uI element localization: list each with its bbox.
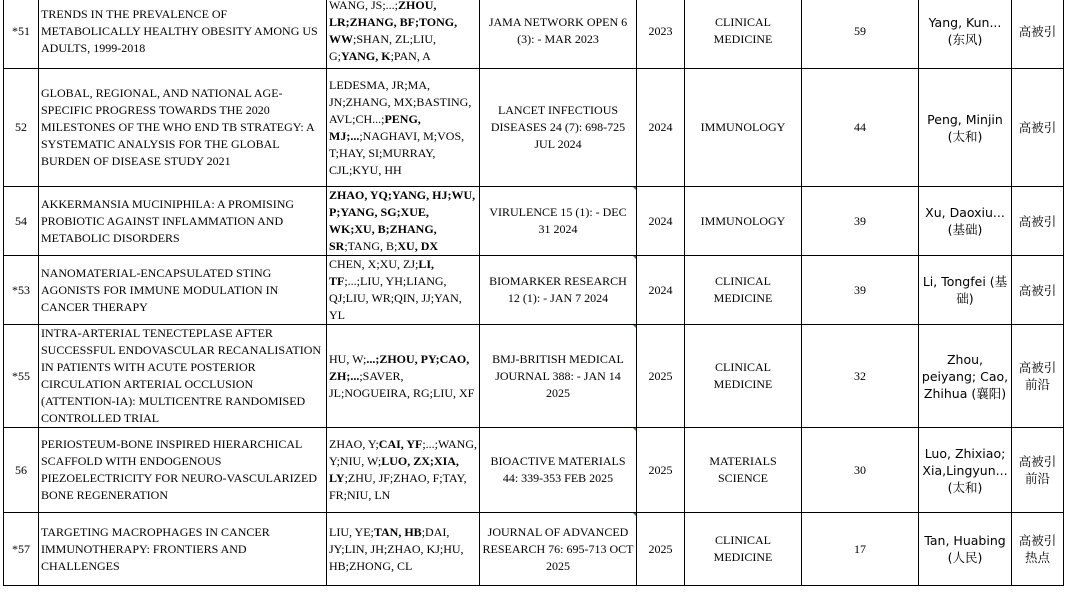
author-text: CHEN, X;XU, ZJ; xyxy=(329,257,419,271)
citation-count: 44 xyxy=(854,120,866,134)
citations-cell[interactable] xyxy=(802,428,919,513)
author-highlighted: LUO, ZX;XIA, LY xyxy=(329,454,459,485)
tag-cell[interactable] xyxy=(1012,187,1064,256)
row-number[interactable] xyxy=(4,69,39,187)
research-category: CLINICAL MEDICINE xyxy=(713,533,773,564)
tag-cell[interactable] xyxy=(1012,325,1064,428)
citations-cell[interactable] xyxy=(802,513,919,586)
journal-source: JOURNAL OF ADVANCED RESEARCH 76: 695-713 OCT 2025 xyxy=(482,524,634,573)
citations-cell[interactable] xyxy=(802,69,919,187)
journal-source: BMJ-BRITISH MEDICAL JOURNAL 388: - JAN 14 2025 xyxy=(492,351,624,400)
publication-year: 2025 xyxy=(648,368,673,383)
research-category: IMMUNOLOGY xyxy=(700,120,786,134)
article-title: PERIOSTEUM-BONE INSPIRED HIERARCHICAL SCAFFOLD WITH ENDOGENOUS PIEZOELECTRICITY FOR NEURO-VASCULARIZED BONE REGENERATION xyxy=(41,437,317,502)
author-highlighted: ZHOU, LR;ZHANG, BF;TONG, WW xyxy=(329,0,458,46)
status-badge: 高被引 xyxy=(1018,23,1057,39)
year-cell[interactable] xyxy=(637,513,685,586)
article-title-cell[interactable] xyxy=(39,256,327,325)
corresponding-author-cell[interactable] xyxy=(919,187,1012,256)
publication-year: 2025 xyxy=(648,541,673,556)
year-cell[interactable] xyxy=(637,428,685,513)
research-category: IMMUNOLOGY xyxy=(700,213,786,228)
corresponding-author-cell[interactable] xyxy=(919,513,1012,586)
corresponding-author: Luo, Zhixiao; Xia,Lingyun... (太和) xyxy=(922,445,1008,495)
citation-count: 17 xyxy=(854,541,866,556)
row-number[interactable] xyxy=(4,325,39,428)
corresponding-author-cell[interactable] xyxy=(919,256,1012,325)
journal-source: BIOMARKER RESEARCH 12 (1): - JAN 7 2024 xyxy=(489,274,627,305)
authors-cell[interactable] xyxy=(327,0,480,69)
publication-year: 2023 xyxy=(648,23,673,38)
citation-count: 39 xyxy=(854,213,866,228)
journal-cell[interactable] xyxy=(480,0,637,69)
row-number[interactable] xyxy=(4,0,39,69)
journal-cell[interactable] xyxy=(480,256,637,325)
corresponding-author: Li, Tongfei (基础) xyxy=(922,274,1008,306)
year-cell[interactable] xyxy=(637,325,685,428)
category-cell[interactable] xyxy=(685,69,802,187)
status-badge: 高被引 热点 xyxy=(1018,533,1057,565)
category-cell[interactable] xyxy=(685,256,802,325)
table-row xyxy=(4,428,1064,513)
year-cell[interactable] xyxy=(637,0,685,69)
corresponding-author-cell[interactable] xyxy=(919,428,1012,513)
article-title-cell[interactable] xyxy=(39,69,327,187)
row-number-text: *51 xyxy=(12,23,30,38)
authors-cell[interactable] xyxy=(327,325,480,428)
article-title: NANOMATERIAL-ENCAPSULATED STING AGONISTS FOR IMMUNE MODULATION IN CANCER THERAPY xyxy=(41,265,279,314)
citations-cell[interactable] xyxy=(802,325,919,428)
author-text: WANG, JS;...; xyxy=(329,0,399,12)
tag-cell[interactable] xyxy=(1012,256,1064,325)
table-row xyxy=(4,325,1064,428)
status-badge: 高被引 xyxy=(1018,282,1057,298)
author-highlighted: XU, DX xyxy=(397,239,439,253)
corresponding-author-cell[interactable] xyxy=(919,325,1012,428)
journal-cell[interactable] xyxy=(480,69,637,187)
research-category: CLINICAL MEDICINE xyxy=(713,274,773,305)
table-row xyxy=(4,69,1064,187)
year-cell[interactable] xyxy=(637,69,685,187)
tag-cell[interactable] xyxy=(1012,513,1064,586)
category-cell[interactable] xyxy=(685,428,802,513)
authors-cell[interactable] xyxy=(327,513,480,586)
journal-source: JAMA NETWORK OPEN 6 (3): - MAR 2023 xyxy=(488,15,628,46)
author-highlighted: ZHAO, YQ;YANG, HJ;WU, P;YANG, SG;XUE, WK;XU, B;ZHANG, SR xyxy=(329,188,476,253)
tag-cell[interactable] xyxy=(1012,69,1064,187)
year-cell[interactable] xyxy=(637,187,685,256)
citations-cell[interactable] xyxy=(802,187,919,256)
journal-source: LANCET INFECTIOUS DISEASES 24 (7): 698-725 JUL 2024 xyxy=(490,103,626,151)
article-title-cell[interactable] xyxy=(39,428,327,513)
status-badge: 高被引 xyxy=(1018,120,1057,135)
corresponding-author: Tan, Huabing (人民) xyxy=(924,533,1006,565)
citation-count: 59 xyxy=(854,23,866,38)
article-title-cell[interactable] xyxy=(39,0,327,69)
row-number-text: *55 xyxy=(12,368,30,383)
table-row xyxy=(4,187,1064,256)
corresponding-author-cell[interactable] xyxy=(919,0,1012,69)
row-number-text: 52 xyxy=(15,120,27,134)
corresponding-author: Yang, Kun... (东风) xyxy=(928,15,1002,47)
citations-cell[interactable] xyxy=(802,256,919,325)
article-title-cell[interactable] xyxy=(39,513,327,586)
status-badge: 高被引 xyxy=(1018,213,1057,229)
authors-cell[interactable] xyxy=(327,187,480,256)
authors-cell[interactable] xyxy=(327,69,480,187)
author-text: ;...;WANG, Y;NIU, W; xyxy=(329,437,478,468)
author-text: LEDESMA, JR;MA, JN;ZHANG, MX;BASTING, AVL;CH...; xyxy=(329,77,472,126)
author-highlighted: ...;ZHOU, PY;CAO, ZH;... xyxy=(329,351,470,383)
author-text: ;NAGHAVI, M;VOS, T;HAY, SI;MURRAY, CJL;KYU, HH xyxy=(329,128,465,177)
author-text: ;TANG, B; xyxy=(344,239,398,253)
journal-cell[interactable] xyxy=(480,513,637,586)
author-text: ;SAVER, JL;NOGUEIRA, RG;LIU, XF xyxy=(329,368,475,400)
table-row xyxy=(4,513,1064,586)
status-badge: 高被引 前沿 xyxy=(1018,360,1057,392)
citation-count: 30 xyxy=(854,462,866,477)
journal-cell[interactable] xyxy=(480,325,637,428)
status-badge: 高被引 前沿 xyxy=(1018,454,1057,486)
author-text: ZHAO, Y; xyxy=(329,437,379,451)
author-text: ;PAN, A xyxy=(390,49,431,63)
publication-year: 2024 xyxy=(648,120,673,134)
author-highlighted: PENG, MJ;... xyxy=(329,111,421,143)
authors-cell[interactable] xyxy=(327,428,480,513)
author-highlighted: TAN, HB xyxy=(373,524,422,539)
authors-cell[interactable] xyxy=(327,256,480,325)
author-text: ;SHAN, ZL;LIU, G; xyxy=(329,32,436,63)
publication-table xyxy=(3,0,1064,586)
corresponding-author-cell[interactable] xyxy=(919,69,1012,187)
author-highlighted: YANG, K xyxy=(341,49,391,63)
publication-year: 2024 xyxy=(648,213,673,228)
research-category: MATERIALS SCIENCE xyxy=(709,454,777,485)
article-title-cell[interactable] xyxy=(39,325,327,428)
author-text: LIU, YE; xyxy=(329,524,374,539)
author-text: ;...;LIU, YH;LIANG, QJ;LIU, WR;QIN, JJ;YAN, YL xyxy=(329,274,462,322)
citation-count: 39 xyxy=(854,282,866,297)
category-cell[interactable] xyxy=(685,0,802,69)
row-number[interactable] xyxy=(4,187,39,256)
article-title-cell[interactable] xyxy=(39,187,327,256)
citations-cell[interactable] xyxy=(802,0,919,69)
research-category: CLINICAL MEDICINE xyxy=(713,360,773,391)
table-row xyxy=(4,256,1064,325)
citation-count: 32 xyxy=(854,368,866,383)
row-number-text: 54 xyxy=(15,213,27,228)
corresponding-author: Xu, Daoxiu... (基础) xyxy=(925,205,1005,237)
author-highlighted: LI, TF xyxy=(329,257,435,288)
row-number-text: *53 xyxy=(12,282,30,297)
journal-source: VIRULENCE 15 (1): - DEC 31 2024 xyxy=(489,205,627,236)
category-cell[interactable] xyxy=(685,187,802,256)
category-cell[interactable] xyxy=(685,513,802,586)
year-cell[interactable] xyxy=(637,256,685,325)
article-title: TRENDS IN THE PREVALENCE OF METABOLICALLY HEALTHY OBESITY AMONG US ADULTS, 1999-2018 xyxy=(41,6,318,55)
publication-year: 2025 xyxy=(648,462,673,477)
author-highlighted: CAI, YF xyxy=(378,437,423,451)
article-title: AKKERMANSIA MUCINIPHILA: A PROMISING PROBIOTIC AGAINST INFLAMMATION AND METABOLIC DISORDERS xyxy=(41,196,295,245)
corresponding-author: Peng, Minjin (太和) xyxy=(927,111,1003,144)
journal-source: BIOACTIVE MATERIALS 44: 339-353 FEB 2025 xyxy=(490,454,626,485)
row-number[interactable] xyxy=(4,428,39,513)
row-number[interactable] xyxy=(4,256,39,325)
row-number-text: 56 xyxy=(15,462,27,477)
journal-cell[interactable] xyxy=(480,187,637,256)
author-text: HU, W; xyxy=(329,351,367,366)
table-row xyxy=(4,0,1064,69)
corresponding-author: Zhou, peiyang; Cao, Zhihua (襄阳) xyxy=(921,351,1009,401)
article-title: GLOBAL, REGIONAL, AND NATIONAL AGE-SPECIFIC PROGRESS TOWARDS THE 2020 MILESTONES OF THE WHO END TB STRATEGY: A SYSTEMATIC ANALYSIS FOR THE GLOBAL BURDEN OF DISEASE STUDY 2021 xyxy=(41,86,315,168)
article-title: INTRA-ARTERIAL TENECTEPLASE AFTER SUCCESSFUL ENDOVASCULAR RECANALISATION IN PATIENTS WITH ACUTE POSTERIOR CIRCULATION ARTERIAL OCCLUSION (ATTENTION-IA): MULTICENTRE RANDOMISED CONTROLLED TRIAL xyxy=(41,326,322,425)
category-cell[interactable] xyxy=(685,325,802,428)
author-text: ;ZHU, JF;ZHAO, F;TAY, FR;NIU, LN xyxy=(329,471,467,502)
journal-cell[interactable] xyxy=(480,428,637,513)
research-category: CLINICAL MEDICINE xyxy=(713,15,773,46)
row-number[interactable] xyxy=(4,513,39,586)
publication-year: 2024 xyxy=(648,282,673,297)
tag-cell[interactable] xyxy=(1012,0,1064,69)
author-text: ;DAI, JY;LIN, JH;ZHAO, KJ;HU, HB;ZHONG, CL xyxy=(329,524,464,573)
row-number-text: *57 xyxy=(12,541,30,556)
tag-cell[interactable] xyxy=(1012,428,1064,513)
article-title: TARGETING MACROPHAGES IN CANCER IMMUNOTHERAPY: FRONTIERS AND CHALLENGES xyxy=(41,524,270,573)
